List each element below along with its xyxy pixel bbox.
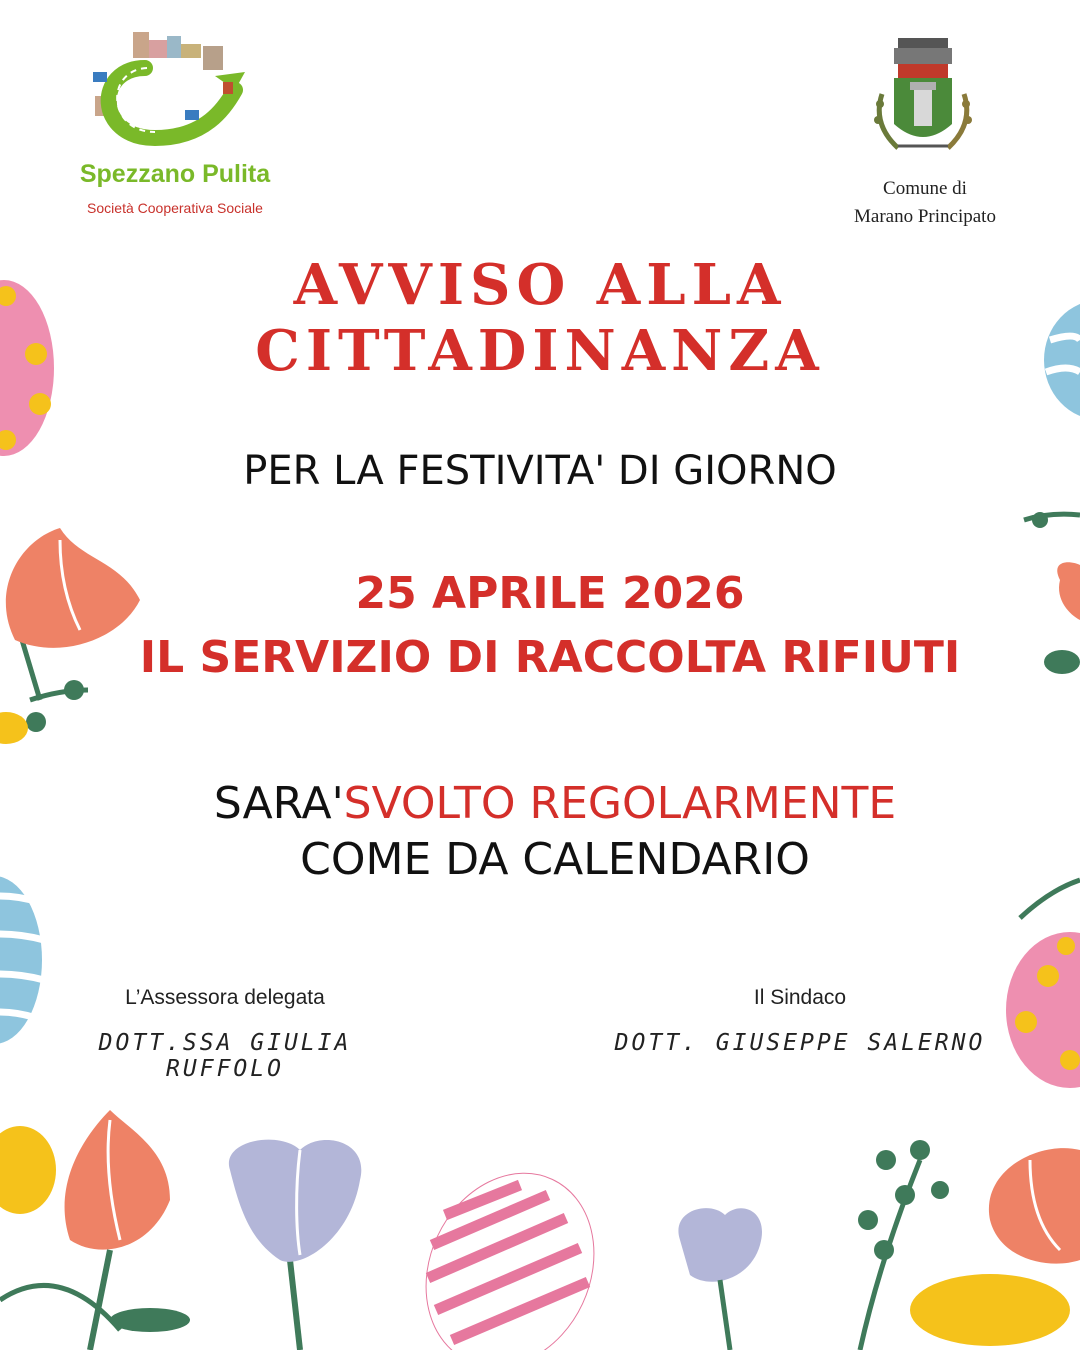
signature-name-assessora: DOTT.SSA GIULIA RUFFOLO <box>98 1030 352 1082</box>
outcome-suffix: COME DA CALENDARIO <box>300 834 810 885</box>
egg-pink-striped-icon-bottom <box>395 1146 625 1350</box>
brand-name: Spezzano Pulita <box>79 160 271 188</box>
comune-logo <box>820 34 1030 234</box>
recycling-road-houses-icon <box>85 28 265 156</box>
tulip-coral-icon-bottom-left <box>0 1110 190 1350</box>
notice-heading <box>0 252 1080 384</box>
holiday-date: 25 APRILE 2026 <box>355 568 745 619</box>
municipal-coat-of-arms-icon <box>868 34 978 166</box>
signature-role-assessora: L’Assessora delegata <box>125 986 325 1009</box>
signature-name-sindaco: DOTT. GIUSEPPE SALERNO <box>614 1030 986 1056</box>
outcome-highlight: SVOLTO REGOLARMENTE <box>343 778 897 829</box>
spezzano-pulita-logo <box>60 28 290 228</box>
holiday-intro: PER LA FESTIVITA' DI GIORNO <box>243 448 837 494</box>
egg-blue-striped-icon-left <box>0 876 44 1044</box>
signature-role-sindaco: Il Sindaco <box>753 986 847 1009</box>
service-outcome <box>0 778 1080 829</box>
comune-line1: Comune di <box>883 178 967 199</box>
tulip-coral-icon-bottom-right <box>910 1148 1080 1346</box>
service-name: IL SERVIZIO DI RACCOLTA RIFIUTI <box>139 632 961 683</box>
comune-line2: Marano Principato <box>854 206 996 227</box>
heading-line2: CITTADINANZA <box>255 318 825 384</box>
egg-pink-dots-icon-right <box>1006 932 1080 1088</box>
outcome-prefix: SARA' <box>213 778 344 829</box>
heading-line1: AVVISO ALLA <box>293 252 787 318</box>
brand-subtitle: Società Cooperativa Sociale <box>87 200 263 216</box>
